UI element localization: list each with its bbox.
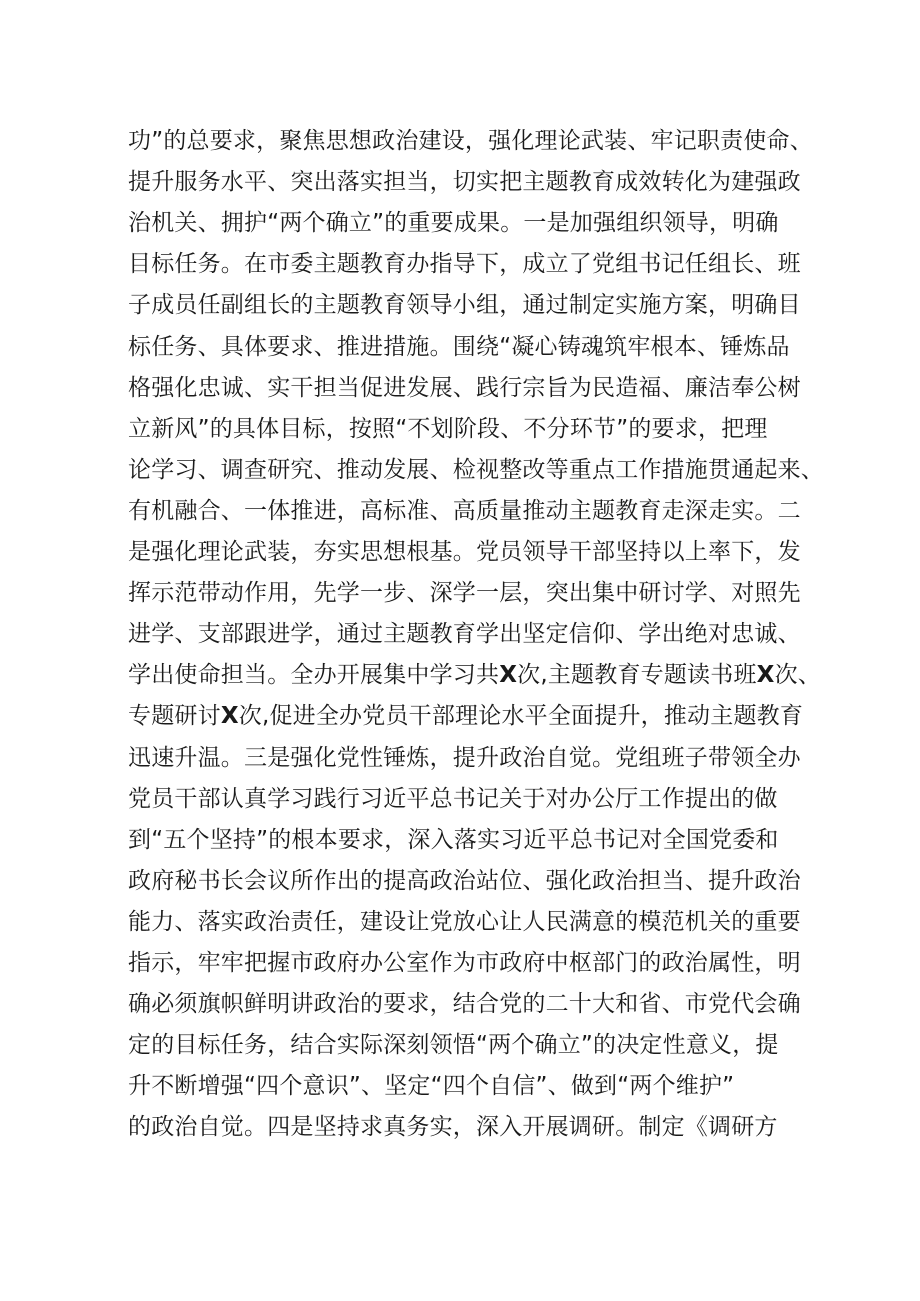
text-segment: 论学习、调查研究、推动发展、检视整改等重点工作措施贯通起来、: [128, 456, 824, 483]
text-line: [128, 531, 808, 573]
placeholder-count: X: [499, 662, 518, 689]
text-segment: 迅速升温。三是强化党性锤炼，提升政治自觉。党组班子带领全办: [128, 744, 801, 771]
text-segment: 的政治自觉。四是坚持求真务实，深入开展调研。制定《调研方: [128, 1114, 778, 1141]
text-segment: 立新风”的具体目标，按照“不划阶段、不分环节”的要求，把理: [128, 415, 768, 442]
text-segment: 次、: [774, 662, 821, 689]
text-line: [128, 901, 808, 943]
text-line: [128, 737, 808, 779]
text-segment: 进学、支部跟进学，通过主题教育学出坚定信仰、学出绝对忠诚、: [128, 621, 801, 648]
text-line: [128, 613, 808, 655]
text-line: [128, 449, 824, 491]
text-segment: 次,主题教育专题读书班: [517, 662, 757, 689]
text-segment: 到“五个坚持”的根本要求，深入落实习近平总书记对全国党委和: [128, 826, 779, 853]
text-line: [128, 819, 808, 861]
text-segment: 格强化忠诚、实干担当促进发展、践行宗旨为民造福、廉洁奉公树: [128, 374, 801, 401]
text-line: [128, 490, 808, 532]
text-segment: 党员干部认真学习践行习近平总书记关于对办公厅工作提出的做: [128, 785, 778, 812]
text-line: [128, 572, 808, 614]
text-segment: 升不断增强“四个意识”、坚定“四个自信”、做到“两个维护”: [128, 1073, 735, 1100]
text-segment: 提升服务水平、突出落实担当，切实把主题教育成效转化为建强政: [128, 169, 801, 196]
text-line: [128, 778, 808, 820]
text-line: [128, 860, 808, 902]
text-segment: 是强化理论武装，夯实思想根基。党员领导干部坚持以上率下，发: [128, 539, 801, 565]
text-segment: 功”的总要求，聚焦思想政治建设，强化理论武装、牢记职责使命、: [128, 128, 813, 154]
text-segment: 目标任务。在市委主题教育办指导下，成立了党组书记任组长、班: [128, 251, 801, 278]
text-segment: 次,促进全办党员干部理论水平全面提升，推动主题教育: [238, 703, 804, 730]
text-line: [128, 1065, 808, 1107]
text-line: [128, 284, 808, 326]
text-line: [128, 942, 808, 984]
text-segment: 子成员任副组长的主题教育领导小组，通过制定实施方案，明确目: [128, 292, 801, 319]
text-line: [128, 695, 808, 737]
text-line: [128, 983, 808, 1025]
text-line: [128, 654, 821, 696]
text-line: [128, 120, 813, 162]
text-segment: 有机融合、一体推进，高标准、高质量推动主题教育走深走实。二: [128, 497, 801, 524]
text-segment: 能力、落实政治责任，建设让党放心让人民满意的模范机关的重要: [128, 908, 801, 935]
text-segment: 治机关、拥护“两个确立”的重要成果。一是加强组织领导，明确: [128, 210, 779, 237]
text-segment: 确必须旗帜鲜明讲政治的要求，结合党的二十大和省、市党代会确: [128, 991, 801, 1018]
text-line: [128, 367, 808, 409]
text-segment: 政府秘书长会议所作出的提高政治站位、强化政治担当、提升政治: [128, 867, 801, 894]
text-segment: 专题研讨: [128, 703, 221, 730]
text-segment: 学出使命担当。全办开展集中学习共: [128, 662, 500, 689]
text-line: [128, 202, 808, 244]
text-segment: 挥示范带动作用，先学一步、深学一层，突出集中研讨学、对照先: [128, 580, 801, 607]
text-segment: 指示，牢牢把握市政府办公室作为市政府中枢部门的政治属性，明: [128, 950, 801, 976]
placeholder-count: X: [220, 703, 239, 730]
placeholder-count: X: [756, 662, 775, 689]
text-line: [128, 161, 808, 203]
text-line: [128, 326, 808, 368]
text-segment: 标任务、具体要求、推进措施。围绕“凝心铸魂筑牢根本、锤炼品: [128, 333, 790, 360]
text-segment: 定的目标任务，结合实际深刻领悟“两个确立”的决定性意义，提: [128, 1032, 779, 1059]
text-line: [128, 1106, 808, 1148]
text-line: [128, 243, 808, 285]
text-line: [128, 408, 808, 450]
text-line: [128, 1024, 808, 1066]
